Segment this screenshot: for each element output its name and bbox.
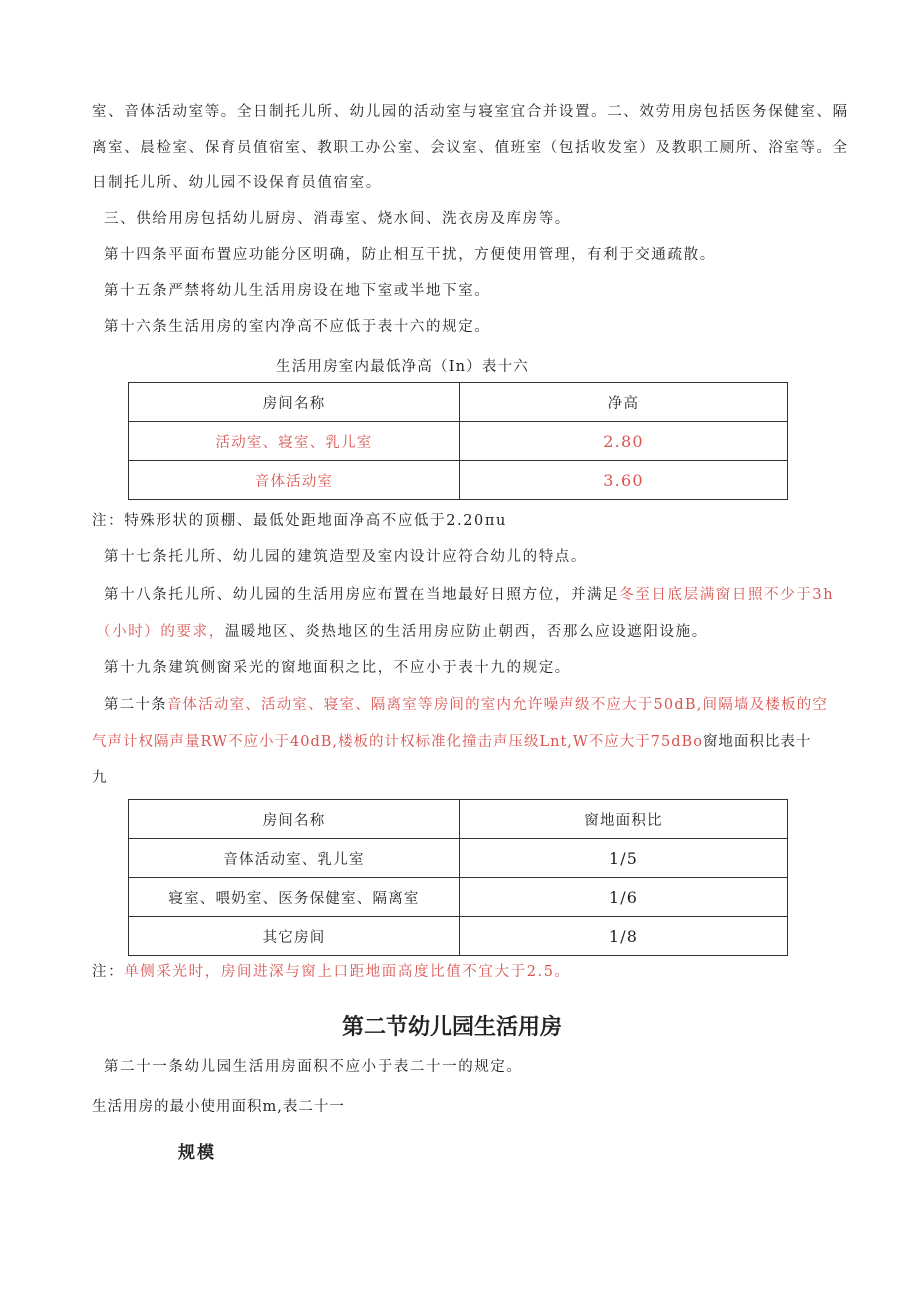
table-header-cell: 窗地面积比: [460, 800, 788, 839]
paragraph: 第二十一条幼儿园生活用房面积不应小于表二十一的规定。: [104, 1059, 523, 1075]
highlight-text: 音体活动室、活动室、寝室、隔离室等房间的室内允许噪声级不应大于50dB,间隔墙及楼板的空: [166, 697, 829, 713]
highlight-text: 单侧采光时，房间进深与窗上口距地面高度比值不宜大于2.5。: [124, 964, 571, 980]
table-header-cell: 房间名称: [129, 383, 460, 422]
table-cell: 音体活动室: [129, 461, 460, 500]
table-cell: 其它房间: [129, 917, 460, 956]
table-window-ratio: [128, 799, 788, 956]
paragraph: 第十七条托儿所、幼儿园的建筑造型及室内设计应符合幼儿的特点。: [104, 549, 587, 565]
table-caption: 生活用房的最小使用面积m,表二十一: [92, 1099, 345, 1115]
paragraph: 第十九条建筑侧窗采光的窗地面积之比，不应小于表十九的规定。: [104, 660, 571, 676]
table-caption: 生活用房室内最低净高（In）表十六: [276, 359, 529, 375]
section-heading: 第二节幼儿园生活用房: [342, 1015, 563, 1040]
table-cell: 1/8: [460, 917, 788, 956]
paragraph: 第十五条严禁将幼儿生活用房设在地下室或半地下室。: [104, 283, 491, 299]
table-cell: 1/5: [460, 839, 788, 878]
text-run: 窗地面积比表十: [702, 734, 812, 750]
paragraph-line: 离室、晨检室、保育员值宿室、教职工办公室、会议室、值班室（包括收发室）及教职工厕所、浴室等。全: [92, 140, 849, 156]
paragraph-line: [96, 622, 708, 642]
table-row: [129, 422, 788, 461]
table-row: [129, 839, 788, 878]
table-header-cell: 净高: [460, 383, 788, 422]
table-cell: 活动室、寝室、乳儿室: [129, 422, 460, 461]
table-note: [92, 962, 571, 982]
table-row: [129, 461, 788, 500]
table-note: 注：特殊形状的顶棚、最低处距地面净高不应低于2.20πu: [92, 513, 507, 529]
paragraph-line: 日制托儿所、幼儿园不设保育员值宿室。: [92, 175, 382, 191]
paragraph-line: 九: [92, 770, 109, 786]
paragraph: 三、供给用房包括幼儿厨房、消毒室、烧水间、洗衣房及库房等。: [104, 211, 571, 227]
table-header-row: [129, 800, 788, 839]
highlight-text: 冬至日底层满窗日照不少于3h: [619, 587, 835, 603]
paragraph: 第十六条生活用房的室内净高不应低于表十六的规定。: [104, 319, 491, 335]
paragraph: 第十四条平面布置应功能分区明确，防止相互干扰，方便使用管理，有利于交通疏散。: [104, 247, 716, 263]
text-run: 注：: [92, 964, 125, 980]
paragraph-line: 室、音体活动室等。全日制托儿所、幼儿园的活动室与寝室宜合并设置。二、效劳用房包括医务保健室、隔: [92, 104, 849, 120]
paragraph-line: [104, 695, 828, 715]
table-cell: 3.60: [460, 461, 788, 500]
paragraph-line: [92, 732, 811, 752]
highlight-text: （小时）的要求，: [96, 624, 225, 640]
table-cell: 1/6: [460, 878, 788, 917]
table-cell: 寝室、喂奶室、医务保健室、隔离室: [129, 878, 460, 917]
text-run: 第十八条托儿所、幼儿园的生活用房应布置在当地最好日照方位，并满足: [104, 587, 620, 603]
paragraph-line: [104, 585, 834, 605]
table-cell: 音体活动室、乳儿室: [129, 839, 460, 878]
text-run: 第二十条: [104, 697, 167, 713]
table-header-cell: 房间名称: [129, 800, 460, 839]
text-run: 温暖地区、炎热地区的生活用房应防止朝西，否那么应设遮阳设施。: [224, 624, 708, 640]
table-label: 规模: [178, 1143, 216, 1163]
table-row: [129, 878, 788, 917]
highlight-text: 气声计权隔声量RW不应小于40dB,楼板的计权标准化撞击声压级Lnt,W不应大于75dBo: [92, 734, 703, 750]
table-header-row: [129, 383, 788, 422]
table-cell: 2.80: [460, 422, 788, 461]
table-min-height: [128, 382, 788, 500]
table-row: [129, 917, 788, 956]
